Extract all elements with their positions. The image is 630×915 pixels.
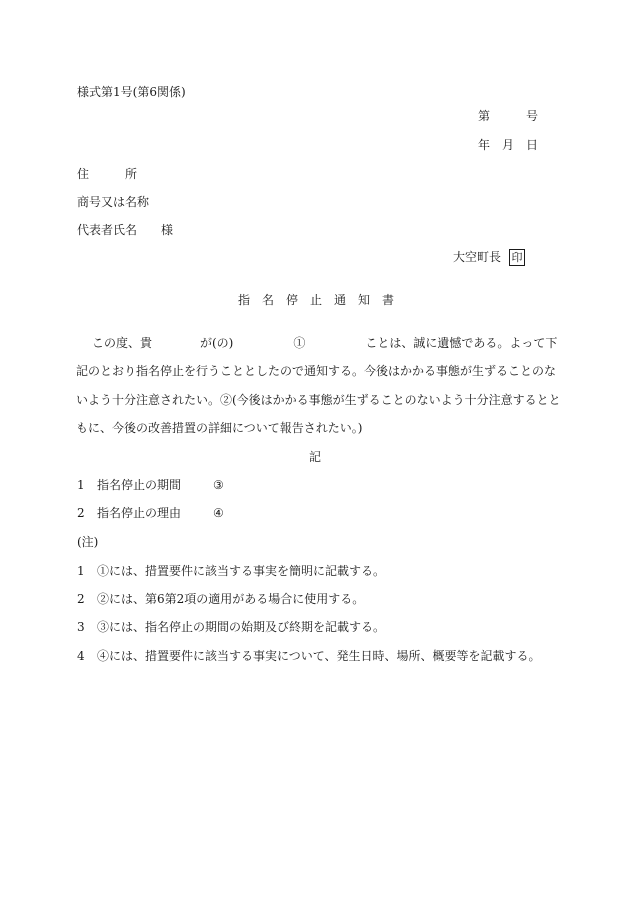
- note-text: ④には、措置要件に該当する事実について、発生日時、場所、概要等を記載する。: [97, 649, 541, 663]
- note-number: 4: [77, 649, 85, 663]
- note-text: ③には、指名停止の期間の始期及び終期を記載する。: [97, 620, 386, 634]
- item-number: 1: [77, 478, 85, 492]
- form-id: 様式第1号(第6関係): [77, 85, 186, 99]
- notes-heading: (注): [77, 535, 99, 549]
- seal-mark: 印: [509, 249, 525, 266]
- item-mark: ③: [213, 478, 224, 492]
- body-line-4: もに、今後の改善措置の詳細について報告されたい。): [76, 421, 363, 435]
- ki-heading: 記: [309, 450, 322, 464]
- note-row: [77, 619, 385, 635]
- body-line-1: この度、貴 が(の) ① ことは、誠に遺憾である。よって下: [92, 336, 558, 350]
- note-number: 2: [77, 592, 85, 606]
- company-name-label: 商号又は名称: [77, 195, 150, 209]
- item-mark: ④: [213, 506, 224, 520]
- honorific: 様: [161, 223, 174, 237]
- item-label: 指名停止の理由: [97, 506, 182, 520]
- note-row: [77, 563, 385, 579]
- sender-block: [453, 249, 525, 266]
- address-label: 住 所: [77, 167, 138, 181]
- sender-name: 大空町長: [453, 250, 502, 264]
- body-line-3: いよう十分注意されたい。②(今後はかかる事態が生ずることのないよう十分注意するとと: [76, 393, 561, 407]
- note-text: ①には、措置要件に該当する事実を簡明に記載する。: [97, 564, 386, 578]
- note-number: 1: [77, 564, 85, 578]
- note-row: [77, 648, 541, 664]
- body-line-2: 記のとおり指名停止を行うこととしたので通知する。今後はかかる事態が生ずることのな: [76, 364, 557, 378]
- representative-label: [77, 222, 173, 238]
- note-row: [77, 591, 364, 607]
- item-row: [77, 477, 224, 493]
- document-title: 指 名 停 止 通 知 書: [238, 293, 395, 307]
- representative-name-label: 代表者氏名: [77, 223, 138, 237]
- date-line: 年 月 日: [478, 138, 539, 152]
- item-label: 指名停止の期間: [97, 478, 182, 492]
- note-number: 3: [77, 620, 85, 634]
- item-row: [77, 505, 224, 521]
- item-number: 2: [77, 506, 85, 520]
- document-number-line: 第 号: [478, 109, 539, 123]
- note-text: ②には、第6第2項の適用がある場合に使用する。: [97, 592, 365, 606]
